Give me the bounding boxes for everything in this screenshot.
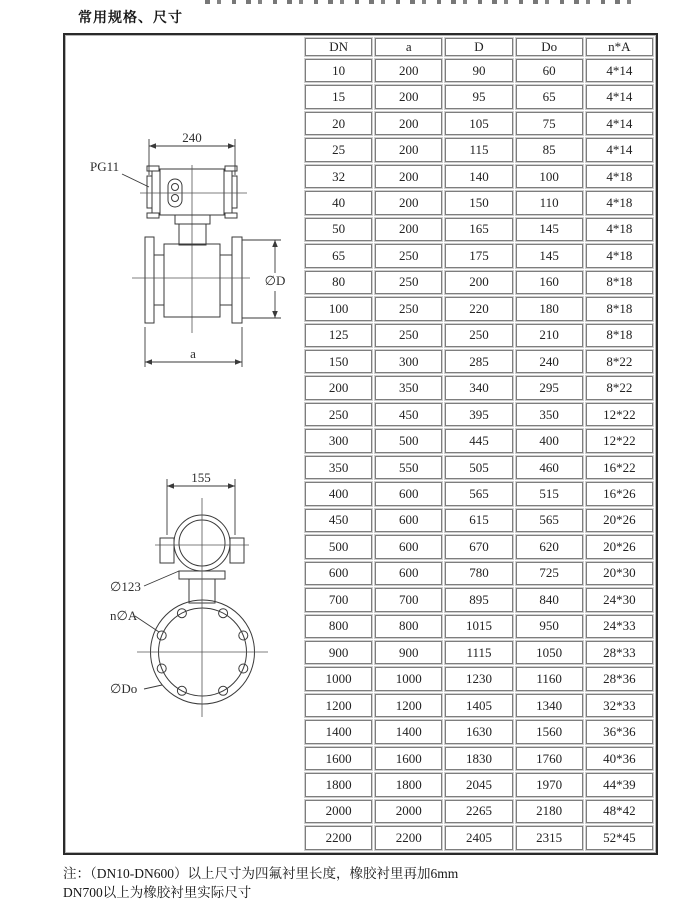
table-cell: 210 [516,324,583,347]
table-cell: 20*30 [586,562,653,585]
table-cell: 150 [445,191,512,214]
end-cap-left [152,171,160,213]
table-row [305,403,653,426]
table-cell: 200 [375,191,442,214]
table-cell: 8*18 [586,297,653,320]
table-cell: 1830 [445,747,512,770]
content-frame [63,33,658,855]
table-cell: 2315 [516,826,583,850]
table-cell: 65 [305,244,372,267]
table-cell: 20*26 [586,535,653,558]
table-row [305,297,653,320]
table-cell: 75 [516,112,583,135]
table-cell: 700 [375,588,442,611]
table-cell: 1000 [375,667,442,690]
table-cell: 1200 [305,694,372,717]
table-cell: 900 [375,641,442,664]
table-cell: 250 [375,297,442,320]
clamp-tab [225,213,237,218]
table-cell: 600 [375,535,442,558]
column-header: a [375,38,442,56]
table-row [305,165,653,188]
bolt-circle-label: ∅Do [110,681,138,696]
table-row [305,138,653,161]
table-row [305,509,653,532]
table-cell: 32 [305,165,372,188]
table-cell: 1560 [516,720,583,743]
table-row [305,615,653,638]
table-row [305,667,653,690]
table-cell: 240 [516,350,583,373]
table-cell: 2180 [516,800,583,823]
table-cell: 60 [516,59,583,82]
table-cell: 36*36 [586,720,653,743]
end-plate-left [147,176,152,208]
table-cell: 12*22 [586,403,653,426]
leader-line [144,571,179,586]
table-cell: 295 [516,376,583,399]
table-cell: 1160 [516,667,583,690]
table-row [305,747,653,770]
table-cell: 840 [516,588,583,611]
leader-line [135,616,159,632]
clamp-tab [147,213,159,218]
table-cell: 300 [305,429,372,452]
neck [179,224,206,245]
table-cell: 725 [516,562,583,585]
table-cell: 20 [305,112,372,135]
table-cell: 125 [305,324,372,347]
hub-left [154,255,164,305]
table-row [305,59,653,82]
table-cell: 2405 [445,826,512,850]
column-header: DN [305,38,372,56]
table-cell: 48*42 [586,800,653,823]
table-row [305,191,653,214]
dim-label-240: 240 [182,130,202,145]
table-cell: 2200 [375,826,442,850]
table-cell: 140 [445,165,512,188]
table-cell: 1970 [516,773,583,796]
table-cell: 4*14 [586,85,653,108]
table-cell: 24*30 [586,588,653,611]
table-cell: 1630 [445,720,512,743]
footnote-line: 注：（DN10-DN600）以上尺寸为四氟衬里长度，橡胶衬里再加6mm [63,866,459,881]
table-cell: 200 [375,138,442,161]
table-cell: 2000 [305,800,372,823]
table-row [305,324,653,347]
table-cell: 16*22 [586,456,653,479]
table-cell: 600 [375,509,442,532]
page-title: 常用规格、尺寸 [78,11,183,26]
table-row [305,482,653,505]
hub-right [220,255,232,305]
flange-left [145,237,154,323]
converter-base [175,215,210,224]
table-cell: 350 [305,456,372,479]
table-cell: 105 [445,112,512,135]
cable-gland-label: PG11 [90,159,120,174]
table-cell: 450 [305,509,372,532]
table-cell: 670 [445,535,512,558]
table-cell: 200 [445,271,512,294]
table-cell: 4*18 [586,218,653,241]
terminal-screw [172,195,179,202]
table-row [305,112,653,135]
table-cell: 24*33 [586,615,653,638]
table-cell: 700 [305,588,372,611]
table-cell: 600 [305,562,372,585]
table-cell: 2200 [305,826,372,850]
table-cell: 100 [516,165,583,188]
table-cell: 200 [375,165,442,188]
table-cell: 1200 [375,694,442,717]
table-cell: 250 [445,324,512,347]
table-row [305,773,653,796]
table-cell: 800 [375,615,442,638]
table-cell: 4*14 [586,138,653,161]
footnotes [63,864,663,902]
table-row [305,85,653,108]
table-cell: 40*36 [586,747,653,770]
table-cell: 4*18 [586,244,653,267]
table-row [305,271,653,294]
table-row [305,535,653,558]
table-cell: 400 [305,482,372,505]
table-cell: 550 [375,456,442,479]
table-cell: 160 [516,271,583,294]
cropped-text-remnant [205,0,642,4]
table-cell: 65 [516,85,583,108]
table-cell: 28*36 [586,667,653,690]
table-cell: 100 [305,297,372,320]
table-cell: 1015 [445,615,512,638]
dim-label-D: ∅D [264,273,286,288]
table-row [305,826,653,850]
table-cell: 40 [305,191,372,214]
table-cell: 500 [375,429,442,452]
table-cell: 1800 [305,773,372,796]
table-cell: 1405 [445,694,512,717]
table-cell: 80 [305,271,372,294]
table-cell: 515 [516,482,583,505]
table-row [305,694,653,717]
table-cell: 250 [375,324,442,347]
table-cell: 250 [375,244,442,267]
table-cell: 565 [516,509,583,532]
table-cell: 500 [305,535,372,558]
table-cell: 28*33 [586,641,653,664]
table-cell: 1230 [445,667,512,690]
table-row [305,562,653,585]
table-cell: 175 [445,244,512,267]
table-cell: 1340 [516,694,583,717]
table-cell: 340 [445,376,512,399]
converter-diameter-label: ∅123 [110,579,141,594]
table-cell: 285 [445,350,512,373]
leader-line [144,685,162,689]
table-cell: 15 [305,85,372,108]
column-header: n*A [586,38,653,56]
table-cell: 20*26 [586,509,653,532]
table-cell: 85 [516,138,583,161]
table-cell: 115 [445,138,512,161]
table-row [305,588,653,611]
table-cell: 2265 [445,800,512,823]
table-cell: 25 [305,138,372,161]
table-cell: 4*14 [586,59,653,82]
table-cell: 220 [445,297,512,320]
technical-drawings [65,35,305,853]
table-cell: 1800 [375,773,442,796]
table-header-row [305,38,653,56]
table-cell: 350 [375,376,442,399]
table-cell: 90 [445,59,512,82]
table-cell: 400 [516,429,583,452]
table-cell: 505 [445,456,512,479]
table-cell: 620 [516,535,583,558]
table-cell: 200 [375,112,442,135]
leader-line [122,174,149,187]
table-cell: 4*18 [586,165,653,188]
table-cell: 200 [375,59,442,82]
table-row [305,800,653,823]
table-cell: 145 [516,218,583,241]
table-cell: 460 [516,456,583,479]
lug-right [230,538,244,563]
table-cell: 50 [305,218,372,241]
end-plate-right [232,176,237,208]
table-row [305,429,653,452]
table-cell: 895 [445,588,512,611]
table-row [305,720,653,743]
column-header: D [445,38,512,56]
table-cell: 1600 [375,747,442,770]
dim-label-a: a [190,346,196,361]
table-cell: 2000 [375,800,442,823]
table-cell: 250 [375,271,442,294]
table-cell: 1760 [516,747,583,770]
table-cell: 445 [445,429,512,452]
table-cell: 1000 [305,667,372,690]
table-cell: 600 [375,562,442,585]
table-cell: 16*26 [586,482,653,505]
footnote-line: DN700以上为橡胶衬里实际尺寸 [63,885,252,900]
column-header: Do [516,38,583,56]
table-cell: 200 [375,218,442,241]
table-row [305,641,653,664]
table-row [305,456,653,479]
table-cell: 1400 [305,720,372,743]
table-cell: 110 [516,191,583,214]
table-cell: 1115 [445,641,512,664]
table-cell: 4*18 [586,191,653,214]
flowmeter-side-view [90,130,285,367]
table-cell: 8*22 [586,376,653,399]
table-cell: 32*33 [586,694,653,717]
table-row [305,244,653,267]
table-cell: 600 [375,482,442,505]
table-cell: 300 [375,350,442,373]
table-cell: 900 [305,641,372,664]
table-cell: 180 [516,297,583,320]
table-cell: 780 [445,562,512,585]
table-cell: 395 [445,403,512,426]
table-cell: 145 [516,244,583,267]
table-cell: 44*39 [586,773,653,796]
table-cell: 2045 [445,773,512,796]
table-cell: 950 [516,615,583,638]
table-row [305,218,653,241]
table-cell: 565 [445,482,512,505]
table-cell: 165 [445,218,512,241]
table-cell: 8*18 [586,324,653,347]
end-cap-right [224,171,232,213]
table-cell: 1600 [305,747,372,770]
table-cell: 150 [305,350,372,373]
table-cell: 4*14 [586,112,653,135]
table-cell: 12*22 [586,429,653,452]
table-cell: 52*45 [586,826,653,850]
table-body [305,59,653,850]
flange-right [232,237,242,323]
table-cell: 200 [375,85,442,108]
table-row [305,350,653,373]
table-cell: 1400 [375,720,442,743]
dim-label-155: 155 [191,470,211,485]
bolt-hole-label: n∅A [110,608,138,623]
table-cell: 800 [305,615,372,638]
terminal-screw [172,184,179,191]
table-cell: 1050 [516,641,583,664]
table-cell: 8*18 [586,271,653,294]
lug-left [160,538,174,563]
table-cell: 8*22 [586,350,653,373]
table-cell: 450 [375,403,442,426]
table-cell: 250 [305,403,372,426]
table-cell: 350 [516,403,583,426]
table-row [305,376,653,399]
table-cell: 95 [445,85,512,108]
table-cell: 200 [305,376,372,399]
flowmeter-front-view [110,470,268,717]
table-cell: 10 [305,59,372,82]
dimension-table [302,35,656,853]
table-cell: 615 [445,509,512,532]
